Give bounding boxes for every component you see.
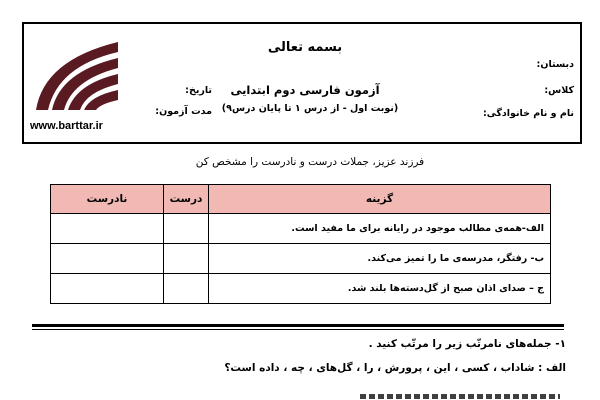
header-incorrect: نادرست (51, 185, 164, 214)
correct-cell[interactable] (164, 244, 209, 274)
instruction-text: فرزند عزیز، جملات درست و نادرست را مشخص کن (195, 156, 425, 168)
table-row (51, 214, 551, 244)
section-divider-thin (32, 329, 564, 330)
barttar-logo-icon (30, 30, 122, 118)
date-label: تاریخ: (185, 85, 212, 96)
true-false-table (50, 184, 551, 304)
header-option: گزینه (209, 185, 551, 214)
row-statement: ج – صدای اذان صبح از گل‌دسته‌ها بلند شد. (209, 274, 551, 304)
logo-url-text: www.barttar.ir (30, 120, 103, 132)
basmala-title: بسمه تعالی (267, 40, 343, 55)
duration-label: مدت آزمون: (155, 106, 212, 117)
row-statement: الف-همه‌ی مطالب موجود در رایانه برای ما مفید است. (209, 214, 551, 244)
question-1-prompt: ۱- جمله‌های نامرتّب زیر را مرتّب کنید . (368, 338, 566, 350)
exam-title: آزمون فارسی دوم ابتدایی (230, 83, 380, 97)
class-label: کلاس: (544, 85, 574, 96)
correct-cell[interactable] (164, 214, 209, 244)
incorrect-cell[interactable] (51, 214, 164, 244)
table-row (51, 244, 551, 274)
name-label: نام و نام خانوادگی: (482, 108, 574, 119)
question-1-item-a: الف : شاداب ، کسی ، این ، پرورش ، را ، گل‌های ، چه ، داده است؟ (224, 362, 566, 374)
table-header-row (51, 185, 551, 214)
incorrect-cell[interactable] (51, 244, 164, 274)
section-divider (32, 324, 564, 327)
row-statement: ب- رفتگر، مدرسه‌ی ما را تمیز می‌کند. (209, 244, 551, 274)
table-row (51, 274, 551, 304)
exam-subtitle: (نوبت اول - از درس ۱ تا پایان درس۹) (221, 103, 399, 114)
school-label: دبستان: (536, 59, 574, 70)
header-correct: درست (164, 185, 209, 214)
incorrect-cell[interactable] (51, 274, 164, 304)
cutoff-text-line (360, 393, 560, 400)
correct-cell[interactable] (164, 274, 209, 304)
